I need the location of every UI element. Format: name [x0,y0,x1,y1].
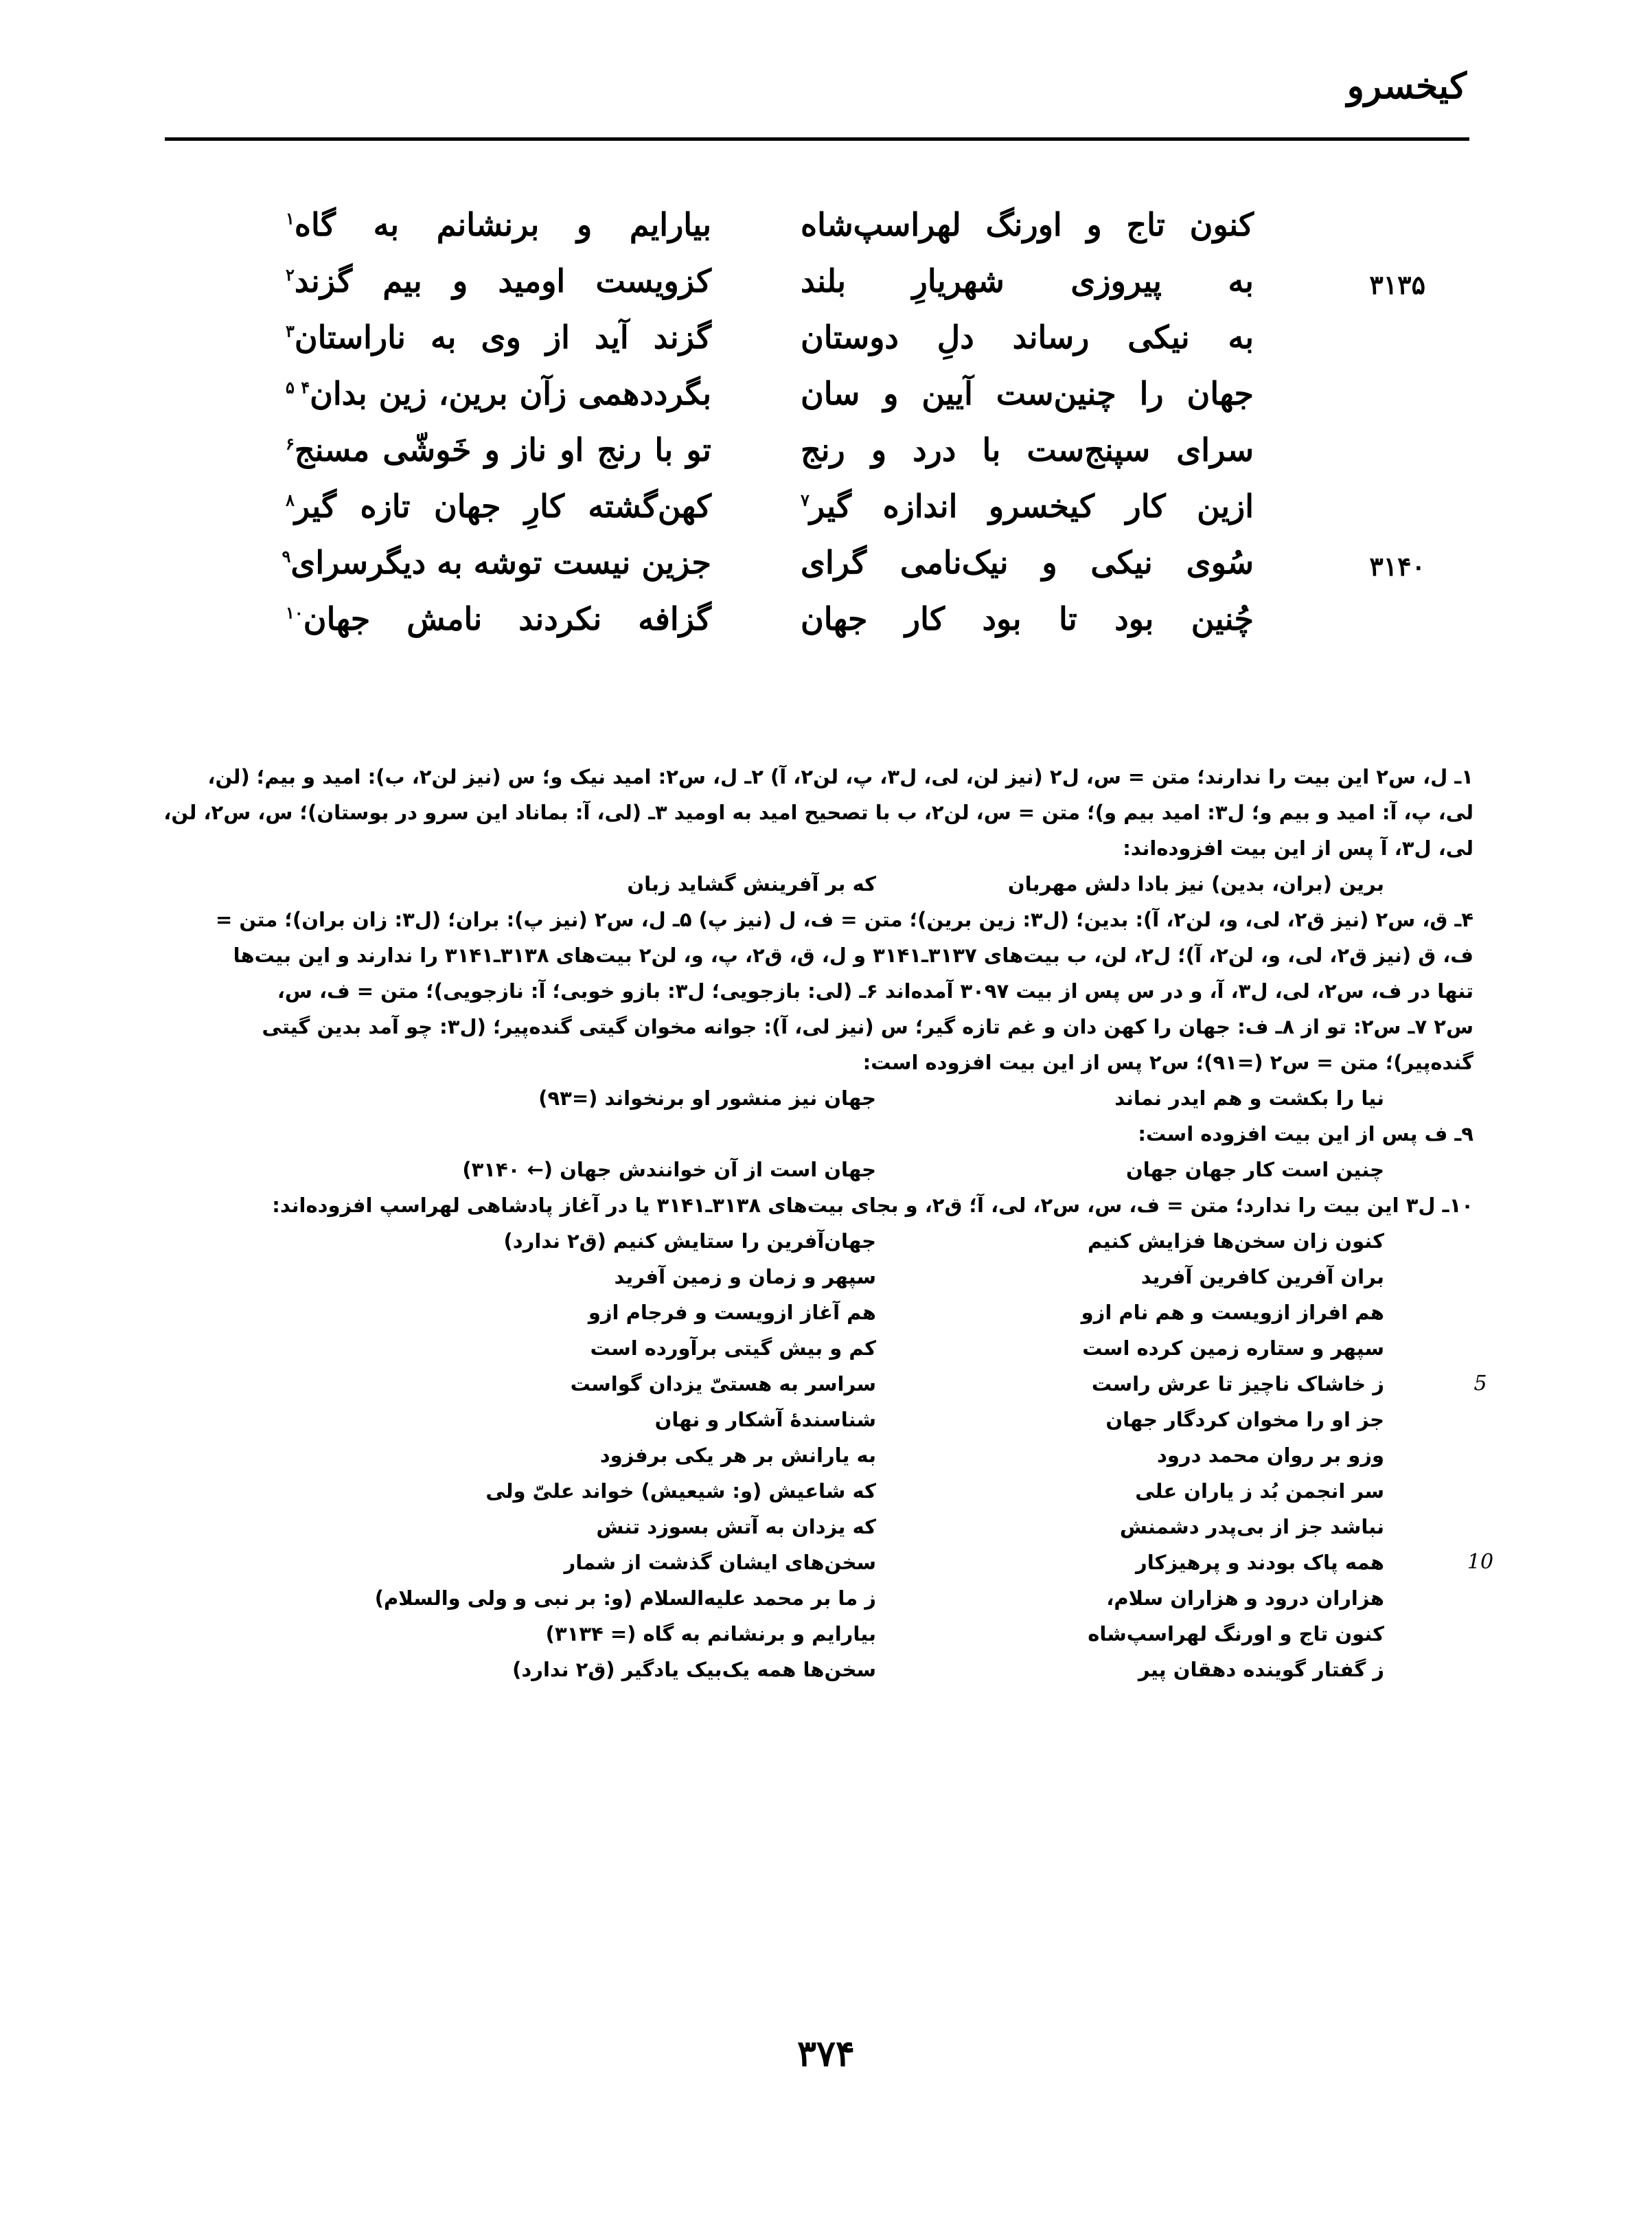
second-hemistich: سخن‌ها همه یک‌بیک یادگیر (ق۲ ندارد) [512,1658,876,1681]
first-hemistich: کنون زان سخن‌ها فزایش کنیم [1087,1229,1384,1253]
first-hemistich: به نیکی رساند دلِ دوستان [801,319,1254,356]
poem-verse [176,206,1425,262]
first-hemistich: نباشد جز از بی‌پدر دشمنش [1119,1515,1384,1538]
second-hemistich: جهان نیز منشور او برنخواند (=۹۳) [538,1086,876,1110]
second-hemistich: که شاعیش (و: شیعیش) خواند علیّ ولی [485,1479,876,1503]
footnote-marker: ۴ ۵ [286,377,310,398]
first-hemistich: ز خاشاک ناچیز تا عرش راست [1091,1372,1384,1396]
first-hemistich: همه پاک بودند و پرهیزکار [1136,1551,1384,1574]
verse-number: ۳۱۴۰ [1369,551,1425,582]
poem-verse [176,431,1425,488]
first-hemistich: نیا را بکشت و هم ایدر نماند [1114,1086,1384,1110]
footnote-line: لی، پ، آ: امید و بیم و؛ ل۳: امید بیم و)؛ متن = س، لن۲، ب با تصحیح امید به اومید ۳ـ (لی، آ: بماناد این سرو در بوستان)؛ س، س۲، لن، [163,801,1473,824]
first-hemistich: ازین کار کیخسرو اندازه گیر$^۷$ [801,488,1254,525]
poem-verse [176,262,1425,319]
footnote-marker: ۹ [282,546,291,567]
second-hemistich: جهان است از آن خوانندش جهان (← ۳۱۴۰) [462,1158,876,1181]
header-rule [165,137,1469,141]
poem-verse [176,375,1425,431]
footnote-marker: ۷ [801,490,810,510]
second-hemistich: کزویست اومید و بیم گزند$^۲$ [286,262,711,299]
added-verse [183,1616,1473,1652]
first-hemistich: هم افراز ازویست و هم نام ازو [1081,1301,1384,1324]
first-hemistich: کنون تاج و اورنگ لهراسپ‌شاه [801,206,1254,243]
second-hemistich: گزافه نکردند نامش جهان$^{۱۰}$ [286,600,711,637]
verse-number: 10 [1467,1550,1494,1574]
footnote-line: ۹ـ ف پس از این بیت افزوده است: [1138,1122,1473,1146]
footnote-marker: ۸ [286,490,295,510]
footnote-line: ۴ـ ق، س۲ (نیز ق۲، لی، و، لن۲، آ): بدین؛ (ل۳: زین برین)؛ متن = ف، ل (نیز پ) ۵ـ ل، س۲ (نیز پ): بران؛ (ل۳: زان بران)؛ متن = [216,908,1473,931]
first-hemistich: چُنین بود تا بود کار جهان [801,600,1254,637]
footnote-line: لی، ل۳، آ پس از این بیت افزوده‌اند: [1123,836,1473,860]
second-hemistich: بیارایم و برنشانم به گاه (= ۳۱۳۴) [545,1622,876,1645]
second-hemistich: سپهر و زمان و زمین آفرید [614,1265,876,1288]
first-hemistich: ز گفتار گوینده دهقان پیر [1138,1658,1384,1681]
second-hemistich: بیارایم و برنشانم به گاه$^۱$ [286,206,711,243]
footnote-verse [183,1152,1473,1187]
poem-verse [176,488,1425,544]
first-hemistich: سپهر و ستاره زمین کرده است [1082,1336,1384,1360]
added-verse [183,1473,1473,1509]
second-hemistich: ز ما بر محمد علیه‌السلام (و: بر نبی و ولی والسلام) [374,1586,876,1610]
first-hemistich: بران آفرین کافرین آفرید [1140,1265,1384,1288]
second-hemistich: کم و بیش گیتی برآورده است [590,1336,876,1360]
verse-number: ۳۱۳۵ [1369,269,1425,300]
first-hemistich: برین (بران، بدین) نیز بادا دلش مهربان [1007,872,1384,896]
added-verse [183,1366,1487,1402]
footnote-verse [183,866,1473,902]
added-verse [183,1295,1473,1330]
second-hemistich: بگرددهمی زآن برین، زین بدان$^{۴ ۵}$ [286,375,711,412]
footnote-line: ۱ـ ل، س۲ این بیت را ندارند؛ متن = س، ل۲ (نیز لن، لی، ل۳، پ، لن۲، آ) ۲ـ ل، س۲: امید نیک و؛ س (نیز لن۲، ب): امید و بیم؛ (لن، [207,765,1473,788]
poem-verse [176,319,1425,375]
footnote-line: گنده‌پیر)؛ متن = س۲ (=۹۱)؛ س۲ پس از این بیت افزوده است: [862,1051,1473,1074]
second-hemistich: گزند آید از وی به ناراستان$^۳$ [286,319,711,356]
footnote-marker: ۶ [286,433,295,454]
second-hemistich: کهن‌گشته کارِ جهان تازه گیر$^۸$ [286,488,711,525]
poem-verse [176,600,1425,657]
added-verse [183,1545,1494,1580]
footnote-verse [183,1080,1473,1116]
added-verse [183,1223,1473,1259]
added-verse [183,1330,1473,1366]
first-hemistich: هزاران درود و هزاران سلام، [1106,1586,1384,1610]
first-hemistich: جز او را مخوان کردگار جهان [1105,1408,1384,1431]
footnotes [163,759,1494,1687]
second-hemistich: شناسندهٔ آشکار و نهان [654,1408,876,1431]
added-verse [183,1509,1473,1545]
footnote-marker: ۲ [286,264,295,285]
second-hemistich: سخن‌های ایشان گذشت از شمار [564,1551,876,1574]
added-verse [183,1259,1473,1295]
footnote-line: س۲ ۷ـ س۲: تو از ۸ـ ف: جهان را کهن دان و غم تازه گیر؛ س (نیز لی، آ): جوانه مخوان گیتی گنده‌پیر؛ (ل۳: چو آمد بدین گیتی [262,1015,1473,1038]
footnote-marker: ۱۰ [286,602,303,623]
second-hemistich: هم آغاز ازویست و فرجام ازو [588,1301,876,1324]
second-hemistich: که بر آفرینش گشاید زبان [627,872,876,896]
footnote-line: ف، ق (نیز ق۲، لی، و، لن۲، آ)؛ ل۲، لن، ب بیت‌های ۳۱۳۷ـ۳۱۴۱ و ل، ق، ق۲، پ، و، لن۲ بیت‌های ۳۱۳۸ـ۳۱۴۱ را ندارند و این بیت‌ها [233,944,1473,967]
footnote-marker: ۳ [286,321,295,341]
main-poem [176,206,1425,657]
second-hemistich: سراسر به هستیّ یزدان گواست [570,1372,876,1396]
running-header-title: کیخسرو [1346,65,1467,107]
added-verse [183,1437,1473,1473]
added-verse [183,1652,1473,1687]
added-verse [183,1402,1473,1437]
first-hemistich: وزو بر روان محمد درود [1156,1444,1384,1467]
second-hemistich: جهان‌آفرین را ستایش کنیم (ق۲ ندارد) [503,1229,876,1253]
poem-verse [176,544,1425,600]
first-hemistich: سُوی نیکی و نیک‌نامی گرای [801,544,1254,581]
first-hemistich: جهان را چنین‌ست آیین و سان [801,375,1254,412]
first-hemistich: کنون تاج و اورنگ لهراسپ‌شاه [1088,1622,1384,1645]
second-hemistich: به یارانش بر هر یکی برفزود [599,1444,876,1467]
footnote-line: تنها در ف، س۲، لی، ل۳، آ، و در س پس از بیت ۳۰۹۷ آمده‌اند ۶ـ (لی: بازجویی؛ ل۳: بازو خوبی؛ آ: نازجویی)؛ متن = ف، س، [277,979,1473,1003]
second-hemistich: تو با رنج او ناز و خَوشّی مسنج$^۶$ [286,431,711,468]
footnote-marker: ۱ [286,208,295,229]
verse-number: 5 [1473,1371,1487,1396]
footnote-line: ۱۰ـ ل۳ این بیت را ندارد؛ متن = ف، س، س۲، لی، آ؛ ق۲، و بجای بیت‌های ۳۱۳۸ـ۳۱۴۱ یا در آغاز پادشاهی لهراسپ افزوده‌اند: [272,1194,1473,1217]
first-hemistich: چنین است کار جهان جهان [1125,1158,1384,1181]
first-hemistich: سر انجمن بُد ز یاران علی [1135,1479,1384,1503]
first-hemistich: به پیروزی شهریارِ بلند [801,262,1254,299]
first-hemistich: سرای سپنج‌ست با درد و رنج [801,431,1254,468]
second-hemistich: جزین نیست توشه به دیگرسرای$^۹$ [282,544,711,581]
page-number: ۳۷۴ [797,2033,855,2075]
added-verse [183,1580,1473,1616]
second-hemistich: که یزدان به آتش بسوزد تنش [596,1515,876,1538]
